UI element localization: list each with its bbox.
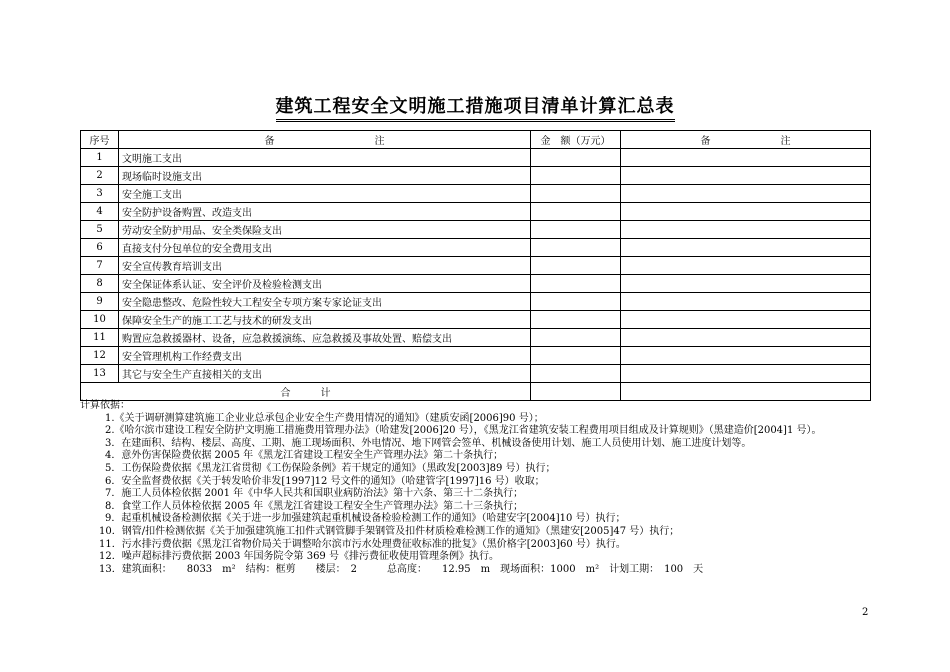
row-item-name: 保障安全生产的施工工艺与技术的研发支出 [119, 311, 531, 329]
table-row [81, 347, 871, 365]
page-number: 2 [862, 607, 869, 618]
row-number: 2 [81, 167, 119, 185]
table-row [81, 149, 871, 167]
row-remark [621, 203, 871, 221]
row-amount [531, 329, 621, 347]
table-row [81, 239, 871, 257]
row-item-name: 安全宣传教育培训支出 [119, 257, 531, 275]
note-item: 5．工伤保险费依据《黑龙江省贯彻《工伤保险条例》若干规定的通知》（黑政发[2003]89 号）执行； [105, 462, 556, 474]
row-item-name: 安全防护设备购置、改造支出 [119, 203, 531, 221]
table-row [81, 257, 871, 275]
row-item-name: 安全保证体系认证、安全评价及检验检测支出 [119, 275, 531, 293]
calculation-notes [80, 400, 880, 576]
note-item: 4．意外伤害保险费依据 2005 年《黑龙江省建设工程安全生产管理办法》第二十条执行； [105, 450, 504, 462]
row-amount [531, 203, 621, 221]
row-amount [531, 149, 621, 167]
row-remark [621, 275, 871, 293]
header-seq: 序号 [81, 131, 119, 149]
table-row [81, 185, 871, 203]
row-remark [621, 239, 871, 257]
row-item-name: 劳动安全防护用品、安全类保险支出 [119, 221, 531, 239]
note-item: 3．在建面积、结构、楼层、高度、工期、施工现场面积、外电情况、地下网管会签单、机械设备使用计划、施工人员使用计划、施工进度计划等。 [105, 437, 752, 449]
row-number: 7 [81, 257, 119, 275]
table-row [81, 329, 871, 347]
row-item-name: 购置应急救援器材、设备，应急救援演练、应急救援及事故处置、赔偿支出 [119, 329, 531, 347]
row-item-name: 文明施工支出 [119, 149, 531, 167]
row-item-name: 其它与安全生产直接相关的支出 [119, 365, 531, 383]
row-remark [621, 149, 871, 167]
row-number: 1 [81, 149, 119, 167]
row-remark [621, 293, 871, 311]
row-amount [531, 293, 621, 311]
row-amount [531, 185, 621, 203]
row-number: 12 [81, 347, 119, 365]
row-item-name: 安全施工支出 [119, 185, 531, 203]
row-number: 13 [81, 365, 119, 383]
row-item-name: 安全管理机构工作经费支出 [119, 347, 531, 365]
note-item: 7．施工人员体检依据 2001 年《中华人民共和国职业病防治法》第十六条、第三十二条执行； [105, 488, 524, 500]
table-row [81, 167, 871, 185]
row-number: 5 [81, 221, 119, 239]
document-title: 建筑工程安全文明施工措施项目清单计算汇总表 [0, 96, 950, 122]
table-row [81, 293, 871, 311]
header-remark-left: 备 注 [119, 131, 531, 149]
row-amount [531, 239, 621, 257]
table-row [81, 203, 871, 221]
row-amount [531, 257, 621, 275]
note-item: 8．食堂工作人员体检依据 2005 年《黑龙江省建设工程安全生产管理办法》第二十三条执行； [105, 500, 524, 512]
table-row [81, 221, 871, 239]
note-item: 11．污水排污费依据《黑龙江省物价局关于调整哈尔滨市污水处理费征收标准的批复》（黑价格字[2003]60 号）执行。 [99, 538, 626, 550]
row-remark [621, 257, 871, 275]
row-item-name: 安全隐患整改、危险性较大工程安全专项方案专家论证支出 [119, 293, 531, 311]
row-amount [531, 365, 621, 383]
row-number: 9 [81, 293, 119, 311]
note-item: 10．钢管/扣件检测依据《关于加强建筑施工扣件式钢管脚手架钢管及扣件材质检难检测工作的通知》（黑建安[2005]47 号）执行； [99, 525, 680, 537]
row-number: 4 [81, 203, 119, 221]
table-row [81, 275, 871, 293]
table-header-row [81, 131, 871, 149]
row-remark [621, 311, 871, 329]
row-item-name: 直接支付分包单位的安全费用支出 [119, 239, 531, 257]
header-amount: 金 额（万元） [531, 131, 621, 149]
header-remark-right: 备 注 [621, 131, 871, 149]
row-amount [531, 275, 621, 293]
row-remark [621, 167, 871, 185]
row-item-name: 现场临时设施支出 [119, 167, 531, 185]
row-remark [621, 221, 871, 239]
table-row [81, 311, 871, 329]
note-item: 2.《哈尔滨市建设工程安全防护文明施工措施费用管理办法》（哈建发[2006]20 号），《黑龙江省建筑安装工程费用项目组成及计算规则》（黑建造价[2004]1 号）。 [105, 425, 822, 437]
notes-heading: 计算依据： [80, 400, 130, 411]
row-amount [531, 221, 621, 239]
row-remark [621, 347, 871, 365]
total-amount [531, 383, 621, 401]
row-amount [531, 167, 621, 185]
summary-table [80, 130, 871, 401]
row-number: 8 [81, 275, 119, 293]
row-remark [621, 185, 871, 203]
row-number: 3 [81, 185, 119, 203]
row-remark [621, 365, 871, 383]
note-item: 9．起重机械设备检测依据《关于进一步加强建筑起重机械设备检验检测工作的通知》（哈建安字[2004]10 号）执行； [105, 513, 626, 525]
row-amount [531, 311, 621, 329]
total-row [81, 383, 871, 401]
note-item: 12．噪声超标排污费依据 2003 年国务院令第 369 号《排污费征收使用管理条例》执行。 [99, 551, 499, 563]
total-label: 合 计 [81, 383, 531, 401]
row-amount [531, 347, 621, 365]
row-remark [621, 329, 871, 347]
row-number: 11 [81, 329, 119, 347]
note-item: 6．安全监督费依据《关于转发哈价非发[1997]12 号文件的通知》（哈建管字[1997]16 号）收取； [105, 475, 545, 487]
note-item: 13．建筑面积： 8033 m² 结构：框剪 楼层： 2 总高度： 12.95 m 现场面积：1000 m² 计划工期： 100 天 [99, 563, 704, 575]
note-item: 1.《关于调研测算建筑施工企业业总承包企业安全生产费用情况的通知》（建质安函[2006]90 号）； [105, 412, 544, 424]
total-remark [621, 383, 871, 401]
row-number: 6 [81, 239, 119, 257]
table-row [81, 365, 871, 383]
row-number: 10 [81, 311, 119, 329]
